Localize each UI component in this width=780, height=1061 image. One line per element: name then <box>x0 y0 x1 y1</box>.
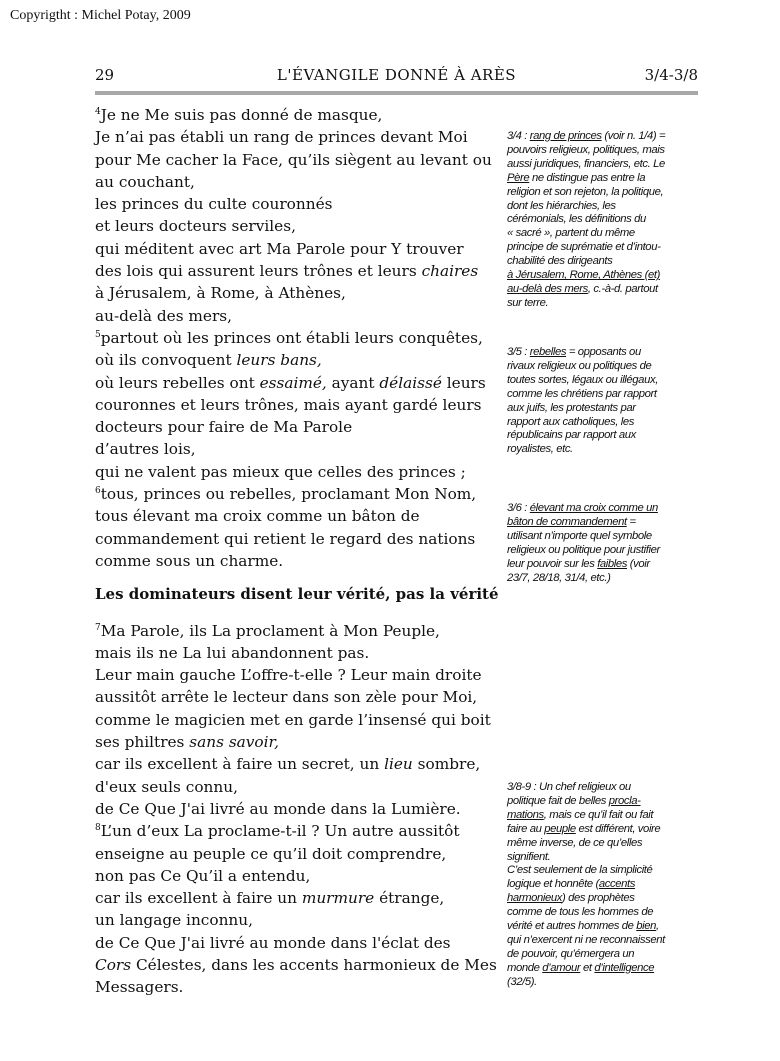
text-run: est différent, voire <box>575 822 661 835</box>
text-run: de Ce Que J'ai livré au monde dans l'éclat des <box>95 933 451 952</box>
text-line <box>95 461 505 483</box>
text-line <box>95 149 505 171</box>
underlined-term: Père <box>507 171 530 184</box>
text-run: étrange, <box>374 889 445 908</box>
text-line <box>95 349 505 371</box>
text-run: ne distingue pas entre la <box>529 171 646 184</box>
margin-note-3-6 <box>507 502 703 585</box>
text-run: républicains par rapport aux <box>507 429 636 442</box>
margin-note-3-5 <box>507 346 703 457</box>
note-line <box>507 516 703 530</box>
note-line <box>507 388 703 402</box>
text-run: car ils excellent à faire un <box>95 889 302 908</box>
note-line <box>507 920 703 934</box>
note-line <box>507 544 703 558</box>
text-line <box>95 438 505 460</box>
note-line <box>507 976 703 990</box>
text-run: 3/6 : <box>507 502 530 514</box>
underlined-term: au-delà des mers <box>507 282 588 295</box>
text-run: des lois qui assurent leurs trônes et leurs <box>95 262 422 281</box>
text-run: partout où les princes ont établi leurs conquêtes, <box>100 328 483 347</box>
text-run: sombre, <box>412 755 481 774</box>
note-line <box>507 144 703 158</box>
text-line <box>95 238 505 260</box>
text-run: docteurs pour faire de Ma Parole <box>95 418 353 437</box>
text-line <box>95 686 505 708</box>
text-run: principe de suprématie et d’intou- <box>507 241 661 254</box>
text-line <box>95 550 505 572</box>
text-run: utilisant n’importe quel symbole <box>507 529 652 542</box>
note-line <box>507 186 703 200</box>
note-line <box>507 795 703 809</box>
underlined-term: procla- <box>608 794 641 807</box>
underlined-term: mations <box>507 808 544 821</box>
text-line <box>95 798 505 820</box>
text-line <box>95 753 505 775</box>
margin-note-3-8-9 <box>507 781 703 990</box>
text-run: , mais ce qu’il fait ou fait <box>543 808 654 821</box>
text-line <box>95 372 505 394</box>
page-header <box>95 66 698 90</box>
underlined-term: bien <box>636 920 656 933</box>
underlined-term: à Jérusalem, Rome, Athènes (et) <box>507 269 660 282</box>
text-run: ) des prophètes <box>562 892 635 905</box>
italic-text: sans savoir, <box>189 733 280 752</box>
underlined-term: accents <box>598 878 636 891</box>
note-line <box>507 823 703 837</box>
note-line <box>507 530 703 544</box>
note-line <box>507 158 703 172</box>
text-line <box>95 887 505 909</box>
text-run: aussi juridiques, financiers, etc. Le <box>507 157 665 170</box>
note-line <box>507 809 703 823</box>
text-line <box>95 620 505 642</box>
text-run: au couchant, <box>95 172 195 191</box>
text-run: qui méditent avec art Ma Parole pour Y trouver <box>95 239 464 258</box>
underlined-term: rebelles <box>529 346 567 358</box>
note-line <box>507 878 703 892</box>
note-line <box>507 502 703 516</box>
note-line <box>507 269 703 283</box>
text-run: ayant <box>326 373 380 392</box>
text-run: les princes du culte couronnés <box>95 195 333 214</box>
text-run: politique fait de belles <box>507 794 609 807</box>
text-run: tous, princes ou rebelles, proclamant Mon Nom, <box>100 485 477 504</box>
text-run: au-delà des mers, <box>95 306 232 325</box>
text-run: et <box>580 961 595 974</box>
note-line <box>507 443 703 457</box>
text-line <box>95 305 505 327</box>
text-run: de Ce Que J'ai livré au monde dans la Lumière. <box>95 799 461 818</box>
text-run: qui ne valent pas mieux que celles des princes ; <box>95 462 466 481</box>
text-run: comme sous un charme. <box>95 551 284 570</box>
text-run: signifient. <box>507 850 551 863</box>
note-line <box>507 374 703 388</box>
note-line <box>507 892 703 906</box>
text-line <box>95 820 505 842</box>
margin-note-3-4 <box>507 130 703 311</box>
text-line <box>95 642 505 664</box>
text-run: pour Me cacher la Face, qu’ils siègent au levant ou <box>95 150 492 169</box>
text-line <box>95 664 505 686</box>
text-run: C’est seulement de la simplicité <box>507 864 653 877</box>
note-line <box>507 416 703 430</box>
text-run: cérémonials, les définitions du <box>507 213 646 226</box>
text-run: leur pouvoir sur les <box>507 557 598 570</box>
note-line <box>507 241 703 255</box>
text-run: religieux ou politique pour justifier <box>507 543 660 556</box>
verse-block-1 <box>95 104 505 572</box>
main-text <box>95 104 505 999</box>
text-run: enseigne au peuple ce qu’il doit comprendre, <box>95 844 447 863</box>
text-run: religion et son rejeton, la politique, <box>507 185 664 198</box>
text-run: même inverse, de ce qu’elles <box>507 836 643 849</box>
text-run: aux juifs, les protestants par <box>507 401 636 414</box>
note-line <box>507 360 703 374</box>
text-line <box>95 528 505 550</box>
underlined-term: élevant ma croix comme un <box>529 502 658 514</box>
note-line <box>507 948 703 962</box>
page-number: 29 <box>95 66 115 84</box>
text-run: aussitôt arrête le lecteur dans son zèle pour Moi, <box>95 688 478 707</box>
text-run: Ma Parole, ils La proclament à Mon Peuple, <box>100 621 440 640</box>
text-run: ses philtres <box>95 733 190 752</box>
note-line <box>507 864 703 878</box>
text-line <box>95 865 505 887</box>
text-line <box>95 505 505 527</box>
text-run: à Jérusalem, à Rome, à Athènes, <box>95 284 346 303</box>
text-line <box>95 416 505 438</box>
text-line <box>95 954 505 976</box>
text-run: faire au <box>507 822 545 835</box>
book-title: L'ÉVANGILE DONNÉ À ARÈS <box>276 66 517 84</box>
text-run: un langage inconnu, <box>95 911 253 930</box>
text-line <box>95 126 505 148</box>
text-run: comme de tous les hommes de <box>507 906 654 919</box>
text-run: toutes sortes, légaux ou illégaux, <box>507 373 658 386</box>
text-run: Je ne Me suis pas donné de masque, <box>100 106 383 124</box>
note-line <box>507 255 703 269</box>
text-line <box>95 193 505 215</box>
text-line <box>95 394 505 416</box>
note-line <box>507 297 703 311</box>
verse-number: 5 <box>95 329 101 340</box>
verse-number: 7 <box>95 622 101 633</box>
underlined-term: bâton de commandement <box>507 515 627 528</box>
text-line <box>95 171 505 193</box>
note-line <box>507 227 703 241</box>
text-run: 3/5 : <box>507 346 530 358</box>
italic-text: leurs bans, <box>236 351 322 370</box>
underlined-term: rang de princes <box>529 130 602 142</box>
text-run: (voir n. 1/4) = <box>601 130 666 142</box>
italic-text: chaires <box>421 262 479 281</box>
text-run: pouvoirs religieux, politiques, mais <box>507 143 665 156</box>
text-run: et leurs docteurs serviles, <box>95 217 296 236</box>
text-run: 23/7, 28/18, 31/4, etc.) <box>507 571 611 584</box>
text-run: leurs <box>441 373 486 392</box>
text-run: comme les chrétiens par rapport <box>507 387 657 400</box>
verse-number: 6 <box>95 485 101 496</box>
text-run: L’un d’eux La proclame-t-il ? Un autre aussitôt <box>100 822 460 841</box>
note-line <box>507 346 703 360</box>
text-line <box>95 976 505 998</box>
text-run: monde <box>507 961 543 974</box>
text-run: rapport aux catholiques, les <box>507 415 634 428</box>
note-line <box>507 172 703 186</box>
underlined-term: harmonieux <box>507 892 563 905</box>
text-line <box>95 215 505 237</box>
note-line <box>507 558 703 572</box>
text-line <box>95 932 505 954</box>
text-run: non pas Ce Qu’il a entendu, <box>95 866 311 885</box>
text-run: dont les hiérarchies, les <box>507 199 616 212</box>
text-run: = <box>626 515 636 528</box>
text-run: Messagers. <box>95 978 184 997</box>
text-run: où leurs rebelles ont <box>95 373 260 392</box>
underlined-term: d’intelligence <box>594 961 655 974</box>
text-run: rivaux religieux ou politiques de <box>507 359 652 372</box>
underlined-term: d’amour <box>542 961 581 974</box>
note-line <box>507 781 703 795</box>
text-line <box>95 282 505 304</box>
text-run: tous élevant ma croix comme un bâton de <box>95 507 420 526</box>
verse-number: 8 <box>95 823 101 834</box>
note-line <box>507 572 703 586</box>
text-run: d’autres lois, <box>95 440 196 459</box>
text-line <box>95 776 505 798</box>
text-run: Leur main gauche L’offre-t-elle ? Leur main droite <box>95 666 482 685</box>
underlined-term: peuple <box>544 822 576 835</box>
text-run: de pouvoir, qu’émergera un <box>507 947 635 960</box>
text-line <box>95 104 505 126</box>
text-run: 3/4 : <box>507 130 530 142</box>
text-run: 3/8-9 : Un chef religieux ou <box>507 781 631 793</box>
verse-block-2 <box>95 620 505 999</box>
text-line <box>95 327 505 349</box>
italic-text: délaissé <box>379 373 442 392</box>
note-line <box>507 837 703 851</box>
text-line <box>95 909 505 931</box>
note-line <box>507 200 703 214</box>
text-run: chabilité des dirigeants <box>507 255 613 268</box>
text-line <box>95 843 505 865</box>
text-run: où ils convoquent <box>95 351 237 370</box>
verse-reference: 3/4-3/8 <box>644 66 698 84</box>
text-run: (32/5). <box>507 975 537 988</box>
italic-text: essaimé, <box>259 373 327 392</box>
text-run: (voir <box>627 557 650 570</box>
text-run: car ils excellent à faire un secret, un <box>95 755 385 774</box>
text-run: qui n’exercent ni ne reconnaissent <box>507 933 665 946</box>
italic-text: murmure <box>301 889 375 908</box>
text-run: « sacré », partent du même <box>507 227 635 240</box>
note-line <box>507 962 703 976</box>
text-run: royalistes, etc. <box>507 443 573 456</box>
italic-text: Cors <box>95 955 132 974</box>
text-run: = opposants ou <box>566 346 641 358</box>
text-line <box>95 709 505 731</box>
italic-text: lieu <box>384 755 413 774</box>
note-line <box>507 851 703 865</box>
underlined-term: faibles <box>597 557 628 570</box>
text-run: comme le magicien met en garde l’insensé qui boit <box>95 710 491 729</box>
note-line <box>507 429 703 443</box>
note-line <box>507 934 703 948</box>
text-line <box>95 483 505 505</box>
header-rule <box>95 91 698 95</box>
text-run: couronnes et leurs trônes, mais ayant gardé leurs <box>95 395 482 414</box>
text-run: , <box>656 920 659 933</box>
note-line <box>507 213 703 227</box>
text-run: sur terre. <box>507 296 549 309</box>
text-run: vérité et autres hommes de <box>507 920 637 933</box>
copyright-notice: Copyrigtht : Michel Potay, 2009 <box>10 8 191 23</box>
text-run: Célestes, dans les accents harmonieux de Mes <box>131 955 497 974</box>
text-line <box>95 260 505 282</box>
note-line <box>507 402 703 416</box>
section-heading: Les dominateurs disent leur vérité, pas la vérité <box>95 585 499 604</box>
note-line <box>507 283 703 297</box>
text-run: mais ils ne La lui abandonnent pas. <box>95 643 370 662</box>
text-run: commandement qui retient le regard des nations <box>95 529 476 548</box>
text-line <box>95 731 505 753</box>
verse-number: 4 <box>95 106 101 117</box>
text-run: logique et honnête ( <box>507 878 599 891</box>
text-run: Je n’ai pas établi un rang de princes devant Moi <box>95 128 468 147</box>
text-run: , c.-à-d. partout <box>587 282 658 295</box>
note-line <box>507 130 703 144</box>
note-line <box>507 906 703 920</box>
text-run: d'eux seuls connu, <box>95 777 238 796</box>
